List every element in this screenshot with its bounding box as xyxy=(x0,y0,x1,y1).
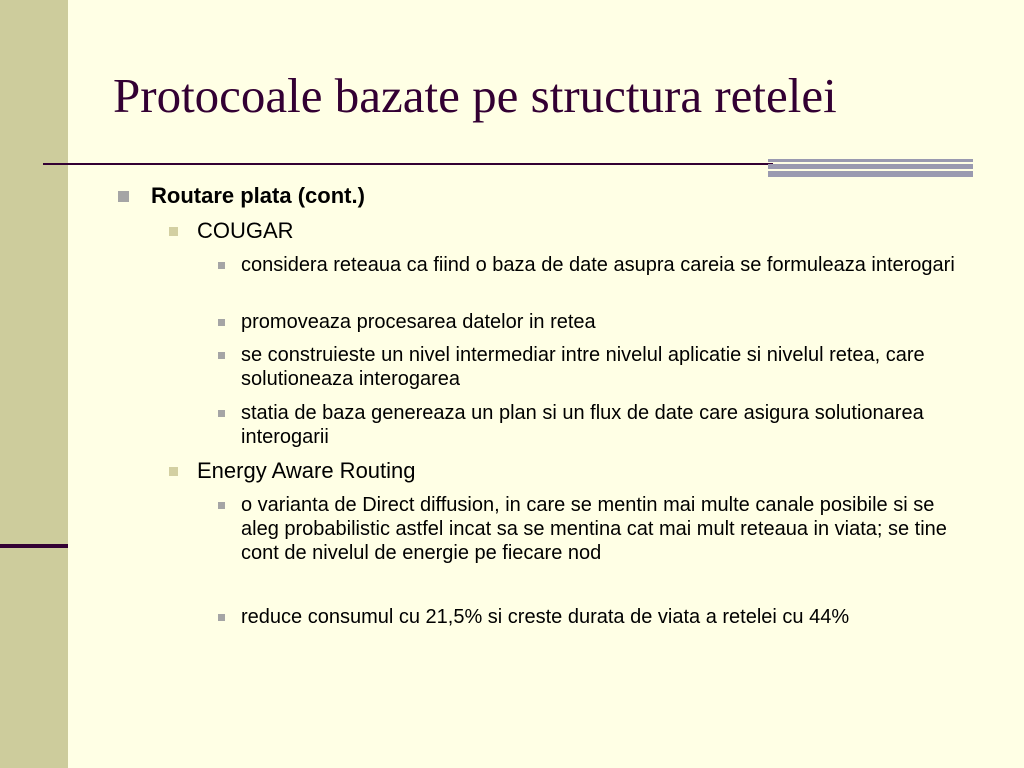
square-bullet-icon xyxy=(218,319,225,326)
bullet-level3 xyxy=(241,253,971,277)
square-bullet-icon xyxy=(169,467,178,476)
square-bullet-icon xyxy=(218,614,225,621)
bullet-level2 xyxy=(197,218,294,244)
square-bullet-icon xyxy=(218,410,225,417)
bullet-text: o varianta de Direct diffusion, in care se mentin mai multe canale posibile si se aleg probabilistic astfel incat sa se mentina cat mai mult reteaua in viata; se tine cont de nivelul de energie pe fiecare nod xyxy=(241,494,947,564)
bullet-level2 xyxy=(197,458,416,484)
title-underline xyxy=(43,163,773,165)
slide-title: Protocoale bazate pe structura retelei xyxy=(113,68,837,123)
accent-stripe xyxy=(768,159,973,162)
left-band-divider xyxy=(0,544,68,548)
bullet-text: promoveaza procesarea datelor in retea xyxy=(241,311,596,333)
bullet-text: Energy Aware Routing xyxy=(197,458,416,483)
bullet-text: COUGAR xyxy=(197,218,294,243)
square-bullet-icon xyxy=(169,227,178,236)
square-bullet-icon xyxy=(218,262,225,269)
bullet-text: reduce consumul cu 21,5% si creste durata de viata a retelei cu 44% xyxy=(241,606,850,628)
bullet-level3 xyxy=(241,605,971,629)
bullet-level3 xyxy=(241,310,971,334)
accent-stripe xyxy=(768,171,973,177)
bullet-text: statia de baza genereaza un plan si un flux de date care asigura solutionarea interogarii xyxy=(241,402,924,448)
accent-stripe xyxy=(768,164,973,169)
title-accent-stripes xyxy=(768,159,973,180)
bullet-text: se construieste un nivel intermediar intre nivelul aplicatie si nivelul retea, care solutioneaza interogarea xyxy=(241,344,925,390)
bullet-text: considera reteaua ca fiind o baza de date asupra careia se formuleaza interogari xyxy=(241,254,955,276)
bullet-level3 xyxy=(241,493,971,565)
square-bullet-icon xyxy=(218,352,225,359)
bullet-level1 xyxy=(151,183,365,209)
bullet-level3 xyxy=(241,401,971,449)
bullet-level3 xyxy=(241,343,971,391)
square-bullet-icon xyxy=(118,191,129,202)
left-decorative-band xyxy=(0,0,68,768)
square-bullet-icon xyxy=(218,502,225,509)
bullet-text: Routare plata (cont.) xyxy=(151,183,365,208)
